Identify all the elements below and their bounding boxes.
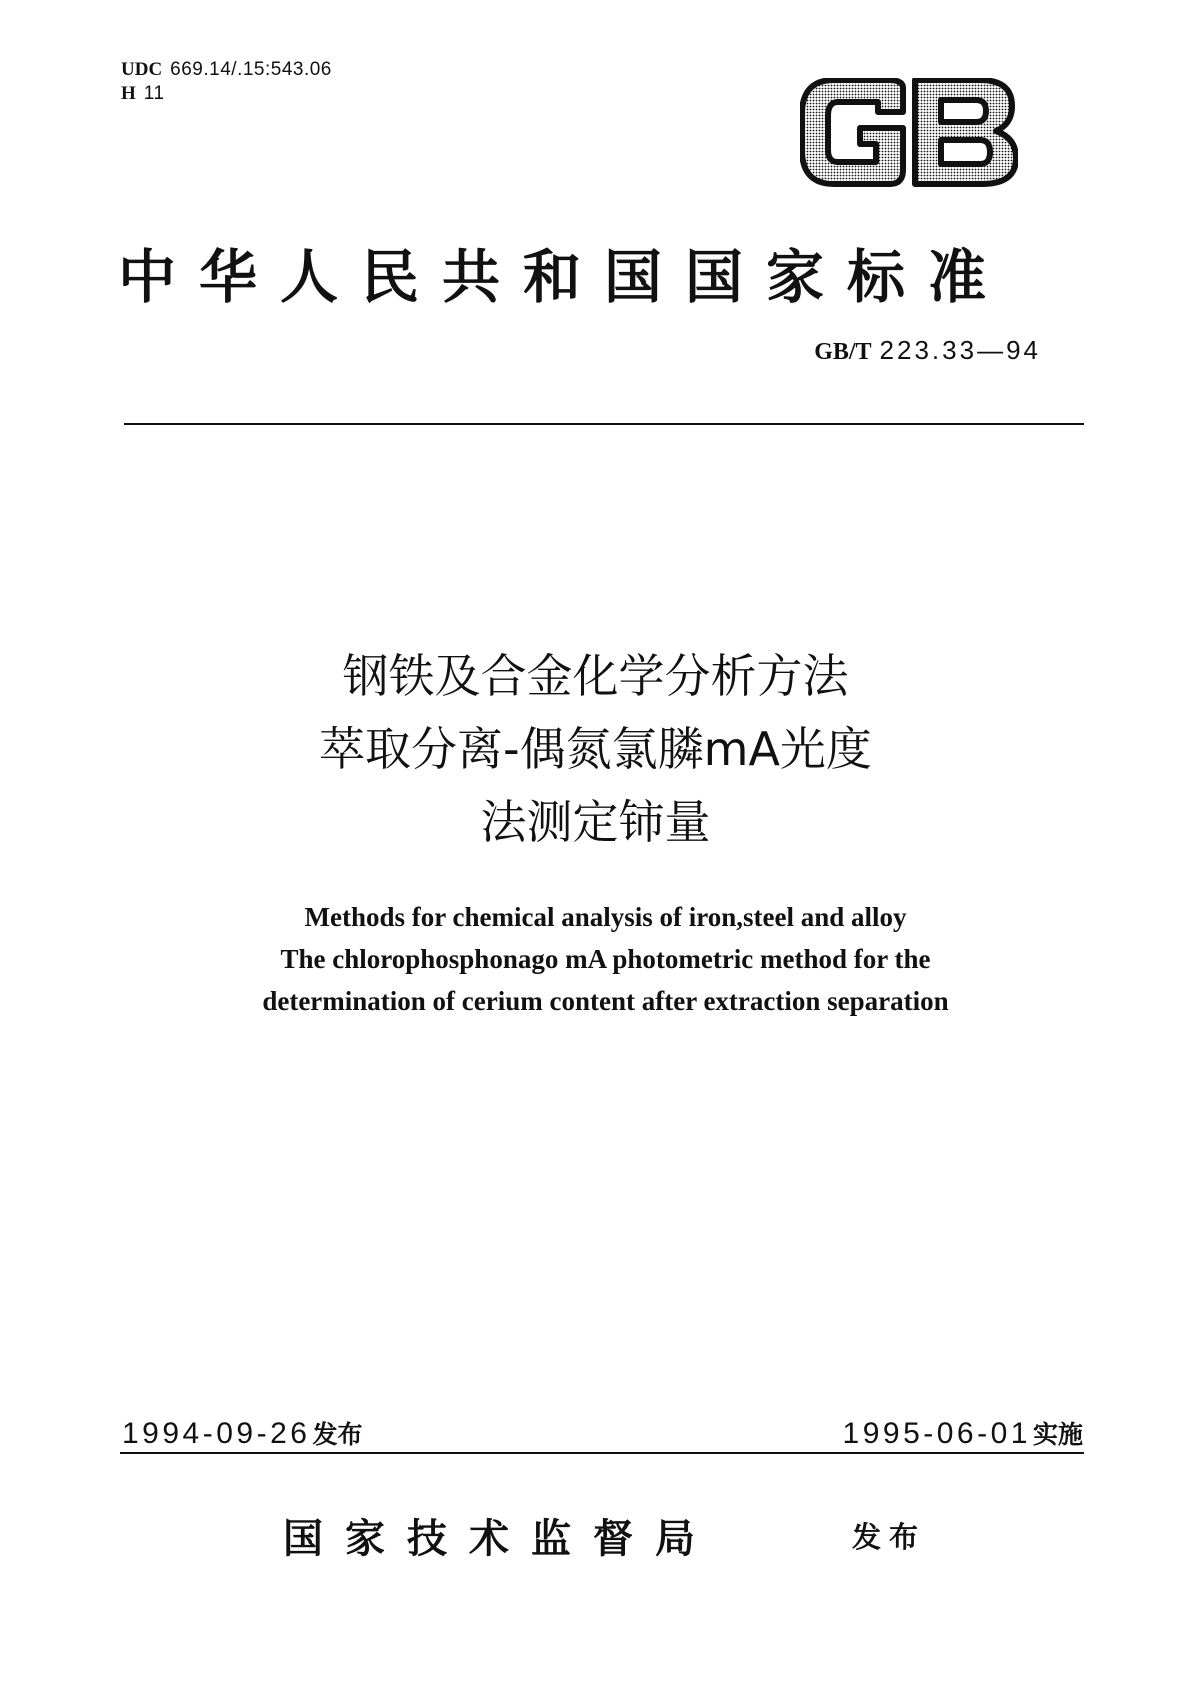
effective-date <box>843 1415 1083 1451</box>
english-title-line-2: The chlorophosphonago mA photometric method for the <box>280 944 931 974</box>
h-value: 11 <box>143 83 165 104</box>
english-title-line-3: determination of cerium content after extraction separation <box>262 986 949 1016</box>
national-standard-heading: 中华人民共和国国家标准 <box>118 243 1010 311</box>
classification-block <box>121 58 332 106</box>
chinese-title-line-2: 萃取分离-偶氮氯膦mA光度 <box>319 722 872 776</box>
standard-code: 223.33—94 <box>879 335 1041 365</box>
udc-label: UDC <box>121 59 163 80</box>
header-divider <box>124 423 1084 425</box>
gb-logo <box>800 78 1018 188</box>
standard-number <box>814 335 1041 366</box>
issue-date <box>122 1415 362 1451</box>
effective-date-value: 1995-06-01 <box>842 1417 1031 1450</box>
chinese-title-line-1: 钢铁及合金化学分析方法 <box>342 649 849 703</box>
effective-date-word: 实施 <box>1032 1420 1083 1449</box>
english-title-line-1: Methods for chemical analysis of iron,steel and alloy <box>304 902 907 932</box>
chinese-title <box>0 640 1191 859</box>
issuing-authority: 国家技术监督局 <box>283 1515 717 1562</box>
standard-prefix: GB/T <box>814 339 872 365</box>
issue-date-word: 发布 <box>312 1420 363 1449</box>
h-row <box>121 82 332 106</box>
english-title <box>0 896 1191 1022</box>
udc-row <box>121 58 332 82</box>
h-label: H <box>121 83 136 104</box>
footer-divider <box>120 1452 1084 1454</box>
issuing-action: 发布 <box>852 1520 927 1554</box>
chinese-title-line-3: 法测定铈量 <box>480 795 711 849</box>
udc-value: 669.14/.15:543.06 <box>170 59 332 80</box>
issue-date-value: 1994-09-26 <box>122 1417 311 1450</box>
